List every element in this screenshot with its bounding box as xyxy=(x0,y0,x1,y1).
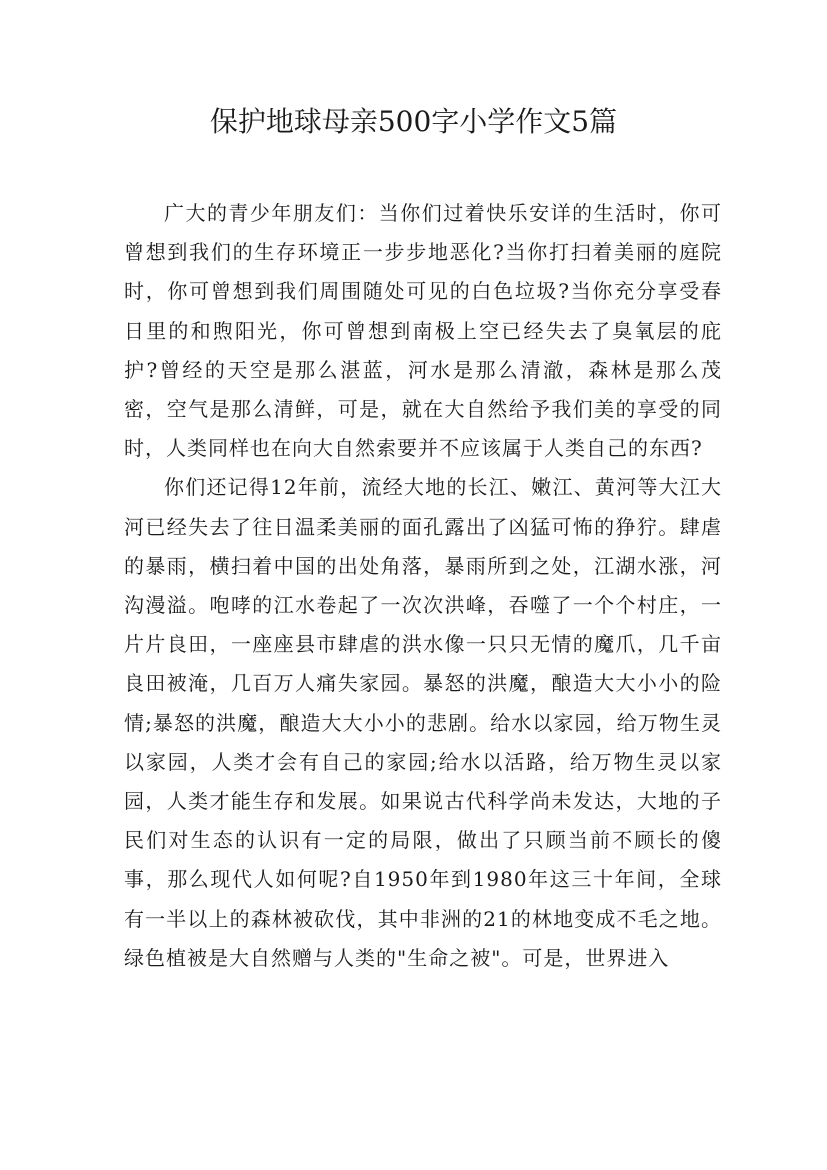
paragraph: 你们还记得12年前，流经大地的长江、嫩江、黄河等大江大河已经失去了往日温柔美丽的面孔露出了凶猛可怖的狰狞。肆虐的暴雨，横扫着中国的出处角落，暴雨所到之处，江湖水涨，河沟漫溢。咆哮的江水卷起了一次次洪峰，吞噬了一个个村庄，一片片良田，一座座县市肆虐的洪水像一只只无情的魔爪，几千亩良田被淹，几百万人痛失家园。暴怒的洪魔，酿造大大小小的险情;暴怒的洪魔，酿造大大小小的悲剧。给水以家园，给万物生灵以家园，人类才会有自己的家园;给水以活路，给万物生灵以家园，人类才能生存和发展。如果说古代科学尚未发达，大地的子民们对生态的认识有一定的局限，做出了只顾当前不顾长的傻事，那么现代人如何呢?自1950年到1980年这三十年间，全球有一半以上的森林被砍伐，其中非洲的21的林地变成不毛之地。绿色植被是大自然赠与人类的"生命之被"。可是，世界进入 xyxy=(124,475,722,970)
document-body xyxy=(124,194,722,978)
document-title: 保护地球母亲500字小学作文5篇 xyxy=(209,105,618,138)
paragraph: 广大的青少年朋友们：当你们过着快乐安详的生活时，你可曾想到我们的生存环境正一步步地恶化?当你打扫着美丽的庭院时，你可曾想到我们周围随处可见的白色垃圾?当你充分享受春日里的和煦阳光，你可曾想到南极上空已经失去了臭氧层的庇护?曾经的天空是那么湛蓝，河水是那么清澈，森林是那么茂密，空气是那么清鲜，可是，就在大自然给予我们美的享受的同时，人类同样也在向大自然索要并不应该属于人类自己的东西? xyxy=(124,201,722,461)
